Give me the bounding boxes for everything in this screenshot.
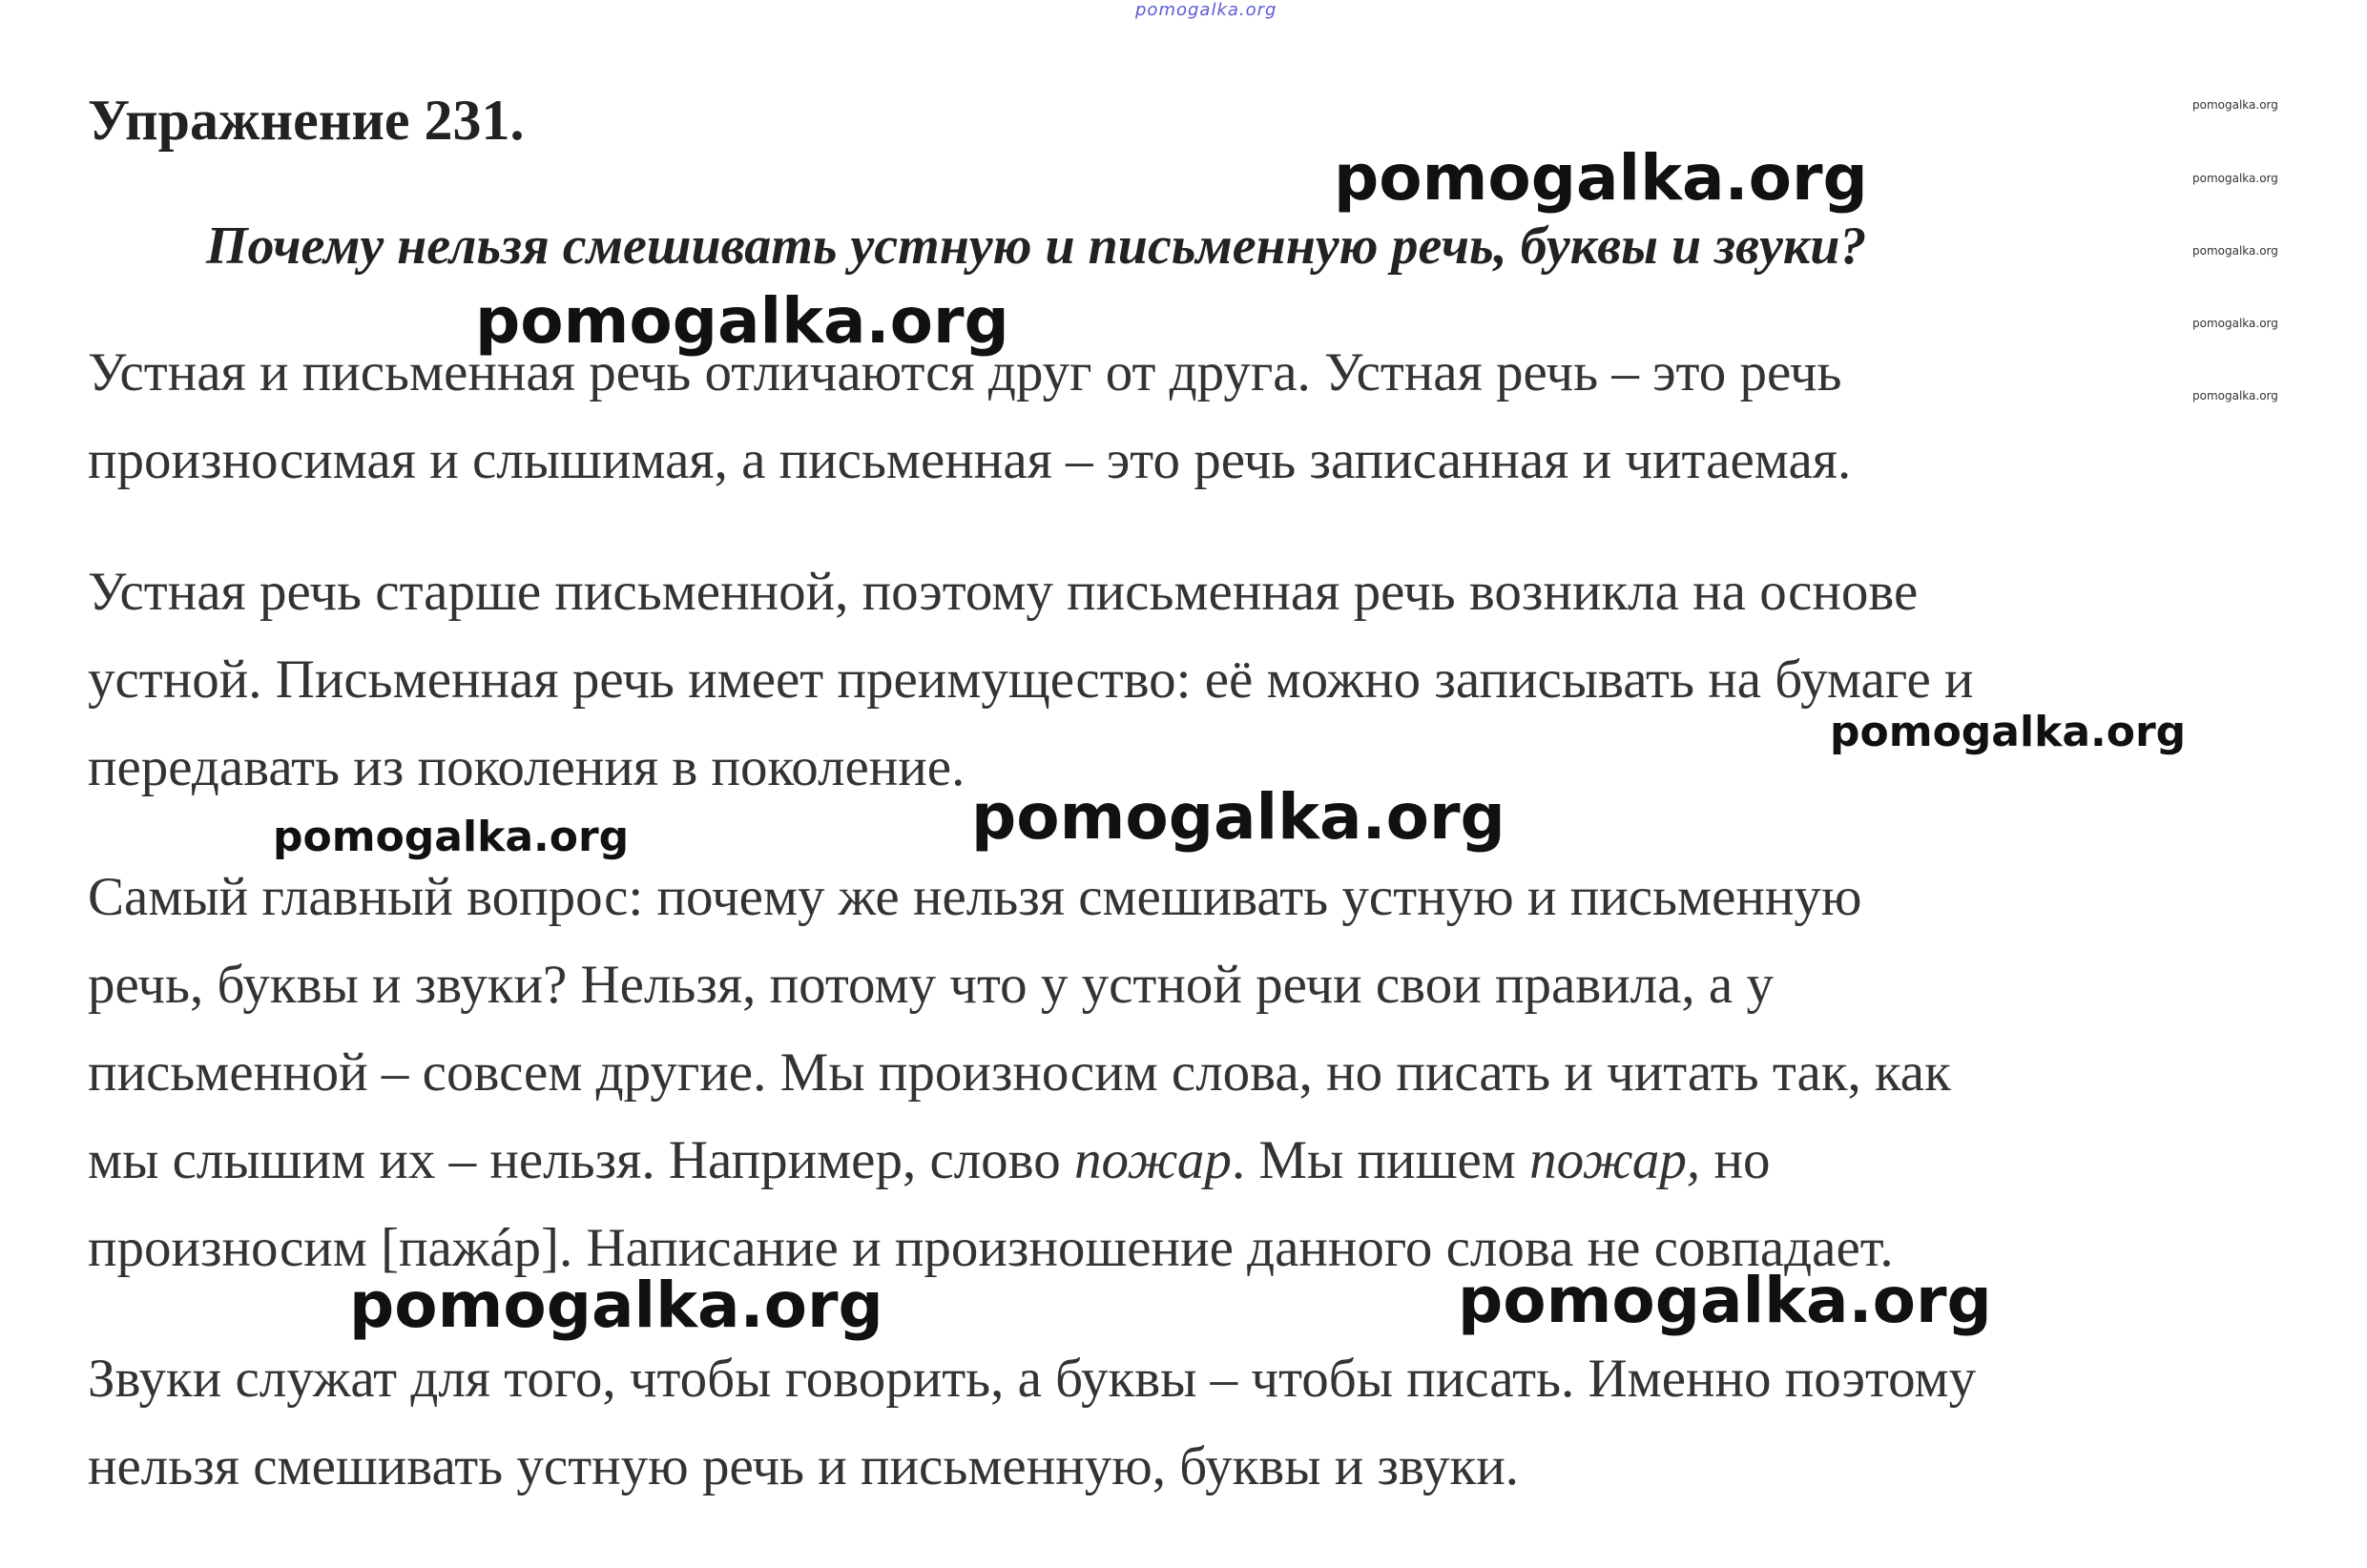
text-segment: мы слышим их – нельзя. Например, слово: [88, 1130, 1074, 1190]
text-line: письменной – совсем другие. Мы произносим слова, но писать и читать так, как: [88, 1042, 1951, 1103]
text-line: [88, 1117, 1951, 1205]
watermark: pomogalka.org: [475, 284, 1009, 358]
small-watermark: pomogalka.org: [2192, 172, 2278, 185]
exercise-question: Почему нельзя смешивать устную и письменную речь, буквы и звуки?: [206, 217, 1867, 276]
text-line: Устная и письменная речь отличаются друг от друга. Устная речь – это речь: [88, 342, 1842, 402]
paragraph-2: [88, 548, 1974, 812]
small-watermark: pomogalka.org: [2192, 389, 2278, 402]
text-line: речь, буквы и звуки? Нельзя, потому что у устной речи свои правила, а у: [88, 955, 1774, 1015]
paragraph-4: [88, 1335, 1976, 1511]
text-line: Звуки служат для того, чтобы говорить, а буквы – чтобы писать. Именно поэтому: [88, 1349, 1977, 1409]
text-segment: но: [1700, 1130, 1771, 1190]
text-line: Самый главный вопрос: почему же нельзя смешивать устную и письменную: [88, 867, 1862, 927]
text-line: Устная речь старше письменной, поэтому письменная речь возникла на основе: [88, 562, 1919, 622]
paragraph-3: [88, 854, 1951, 1292]
text-segment: . Мы пишем: [1231, 1130, 1530, 1190]
text-line: произносимая и слышимая, а письменная – это речь записанная и читаемая.: [88, 430, 1852, 490]
text-line: устной. Письменная речь имеет преимущество: её можно записывать на бумаге и: [88, 650, 1974, 710]
text-line: нельзя смешивать устную речь и письменную, буквы и звуки.: [88, 1436, 1519, 1496]
exercise-title: Упражнение 231.: [88, 89, 525, 152]
small-watermark: pomogalka.org: [2192, 317, 2278, 330]
watermark: pomogalka.org: [1334, 141, 1868, 215]
text-line: передавать из поколения в поколение.: [88, 737, 965, 797]
watermark: pomogalka.org: [1830, 708, 2187, 756]
watermark: pomogalka.org: [273, 813, 630, 861]
italic-word: пожар,: [1529, 1130, 1701, 1190]
italic-word: пожар: [1073, 1130, 1232, 1190]
text-line: произносим [пажáр]. Написание и произношение данного слова не совпадает.: [88, 1218, 1894, 1278]
small-watermark: pomogalka.org: [2192, 244, 2278, 258]
watermark: pomogalka.org: [971, 780, 1505, 854]
small-watermark: pomogalka.org: [2192, 98, 2278, 112]
watermark: pomogalka.org: [1458, 1264, 1992, 1337]
watermark: pomogalka.org: [349, 1269, 883, 1342]
header-watermark: pomogalka.org: [1135, 0, 1277, 20]
